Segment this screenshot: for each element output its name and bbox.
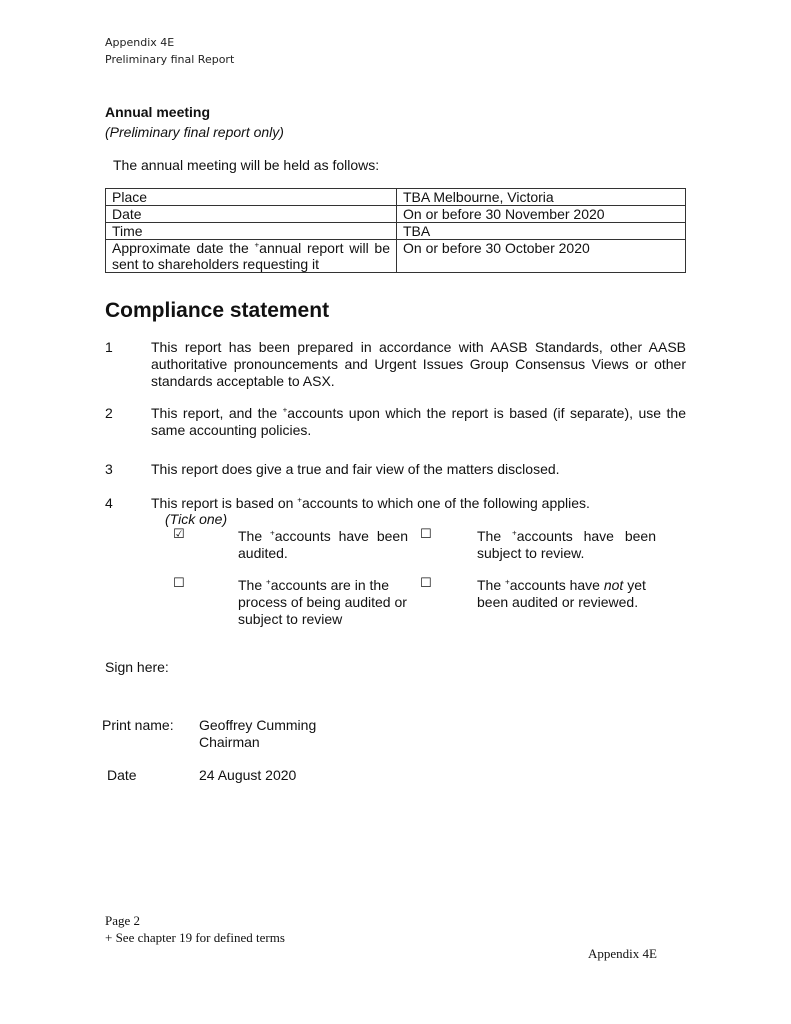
item-number: 1 — [105, 339, 113, 355]
item-number: 4 — [105, 495, 113, 511]
option-in-process: The +accounts are in the process of being audited or subject to review — [238, 577, 407, 627]
table-cell-value: On or before 30 October 2020 — [397, 240, 686, 273]
annual-meeting-table — [105, 188, 686, 273]
table-row — [106, 189, 686, 206]
header-title — [105, 34, 234, 68]
print-name-label: Print name: — [102, 717, 174, 733]
signature-date: 24 August 2020 — [199, 767, 297, 783]
signatory-name: Geoffrey Cumming — [199, 717, 317, 733]
annual-meeting-heading: Annual meeting — [105, 104, 211, 120]
table-cell-label: Time — [106, 223, 397, 240]
header-line-1: Appendix 4E — [105, 36, 175, 49]
option-review: The +accounts have been subject to review. — [477, 528, 656, 561]
tick-one-label: (Tick one) — [165, 511, 228, 527]
compliance-item-3: This report does give a true and fair view of the matters disclosed. — [151, 461, 560, 477]
date-label: Date — [107, 767, 137, 783]
compliance-heading: Compliance statement — [105, 299, 330, 322]
compliance-item-4: This report is based on +accounts to which one of the following applies. — [151, 495, 590, 511]
option-not-audited: The +accounts have not yet been audited or reviewed. — [477, 577, 646, 610]
table-row — [106, 206, 686, 223]
sign-here-label: Sign here: — [105, 659, 169, 675]
compliance-item-2: This report, and the +accounts upon which the report is based (if separate), use the same accounting policies. — [151, 405, 686, 438]
compliance-item-1: This report has been prepared in accordance with AASB Standards, other AASB authoritative pronouncements and Urgent Issues Group Consensus Views or other standards acceptable to ASX. — [151, 339, 686, 389]
annual-meeting-subheading: (Preliminary final report only) — [105, 124, 284, 140]
defined-terms-note: + See chapter 19 for defined terms — [105, 930, 285, 945]
item-number: 2 — [105, 405, 113, 421]
table-row — [106, 240, 686, 273]
header-line-2: Preliminary final Report — [105, 53, 235, 66]
checkbox-not-audited[interactable]: ☐ — [420, 576, 432, 591]
table-cell-value: TBA — [397, 223, 686, 240]
table-row — [106, 223, 686, 240]
table-cell-label: Approximate date the +annual report will be sent to shareholders requesting it — [106, 240, 397, 273]
footer-appendix: Appendix 4E — [588, 946, 657, 961]
checkbox-in-process[interactable]: ☐ — [173, 576, 185, 591]
annual-meeting-intro: The annual meeting will be held as follows: — [113, 157, 380, 173]
table-cell-value: TBA Melbourne, Victoria — [397, 189, 686, 206]
table-cell-label: Date — [106, 206, 397, 223]
table-cell-label: Place — [106, 189, 397, 206]
signatory-title: Chairman — [199, 734, 260, 750]
checkbox-review[interactable]: ☐ — [420, 527, 432, 542]
table-cell-value: On or before 30 November 2020 — [397, 206, 686, 223]
checkbox-audited[interactable]: ☑ — [173, 527, 185, 542]
item-number: 3 — [105, 461, 113, 477]
page-number: Page 2 — [105, 913, 141, 928]
option-audited: The +accounts have been audited. — [238, 528, 408, 561]
